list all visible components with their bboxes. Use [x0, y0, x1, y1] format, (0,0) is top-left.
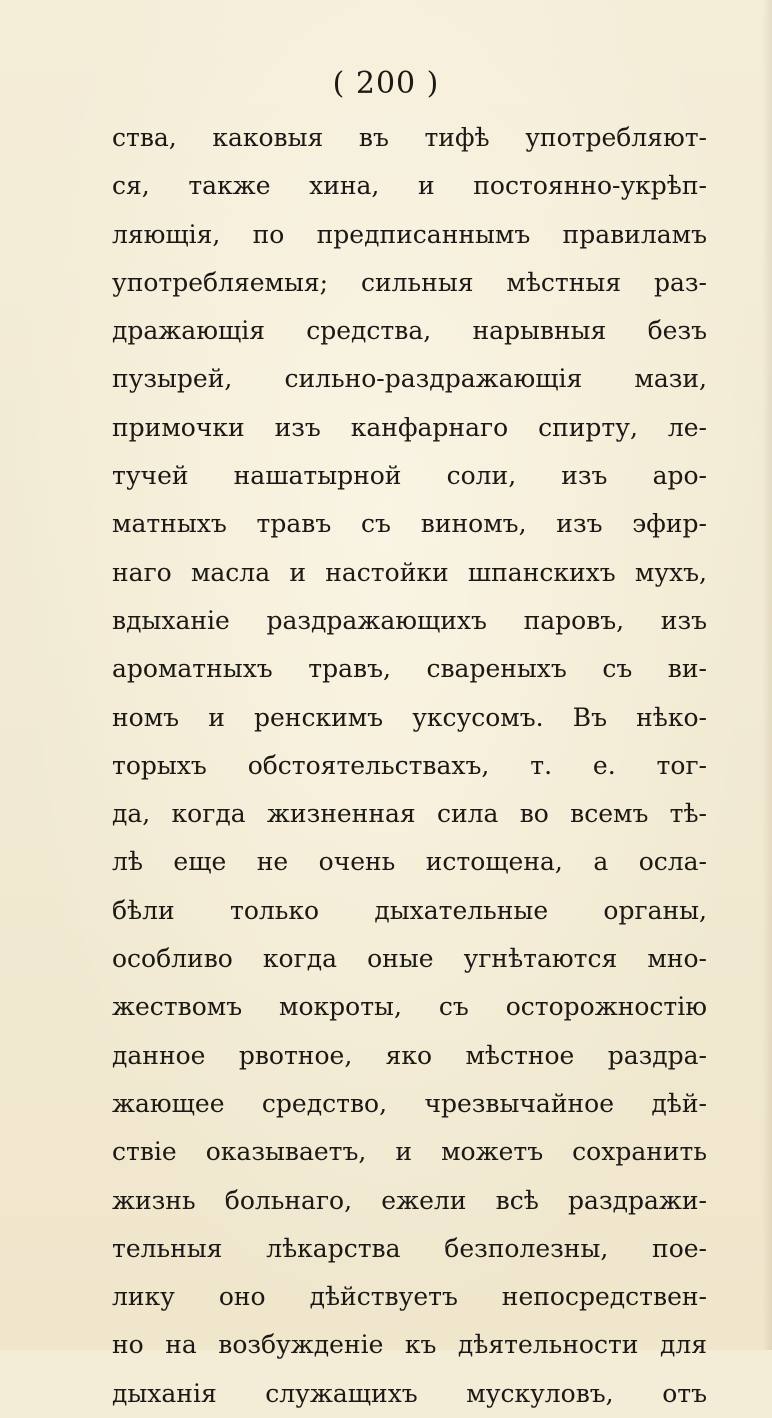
text-line: пузырей, сильно-раздражающія мази,	[112, 364, 707, 394]
text-line: лѣ еще не очень истощена, а осла-	[112, 847, 707, 877]
text-line: ся, также хина, и постоянно-укрѣп-	[112, 171, 707, 201]
text-line: употребляемыя; сильныя мѣстныя раз-	[112, 267, 707, 297]
text-line: тучей нашатырной соли, изъ аро-	[112, 461, 707, 491]
text-line: дражающія средства, нарывныя безъ	[112, 316, 707, 346]
text-line: жающее средство, чрезвычайное дѣй-	[112, 1088, 707, 1118]
text-line: но на возбужденіе къ дѣятельности для	[112, 1330, 707, 1360]
text-line: жизнь больнаго, ежели всѣ раздражи-	[112, 1185, 707, 1215]
text-line: ства, каковыя въ тифѣ употребляют-	[112, 123, 707, 152]
page-number: ( 200 )	[332, 66, 440, 101]
text-line: матныхъ травъ съ виномъ, изъ эфир-	[112, 509, 707, 539]
text-line: ароматныхъ травъ, свареныхъ съ ви-	[112, 654, 707, 684]
page-edge-shadow	[762, 0, 772, 1350]
text-line: жествомъ мокроты, съ осторожностію	[112, 992, 707, 1022]
text-line: дыханія служащихъ мускуловъ, отъ	[112, 1378, 707, 1408]
text-line: наго масла и настойки шпанскихъ мухъ,	[112, 557, 707, 587]
text-line: да, когда жизненная сила во всемъ тѣ-	[112, 799, 707, 829]
text-line: особливо когда оные угнѣтаются мно-	[112, 944, 707, 974]
text-line: бѣли только дыхательные органы,	[112, 895, 707, 925]
text-line: лику оно дѣйствуетъ непосредствен-	[112, 1282, 707, 1312]
body-text	[112, 114, 707, 1418]
text-line: примочки изъ канфарнаго спирту, ле-	[112, 412, 707, 442]
text-line: торыхъ обстоятельствахъ, т. е. тог-	[112, 750, 707, 780]
text-line: вдыханіе раздражающихъ паровъ, изъ	[112, 605, 707, 635]
text-line: ляющія, по предписаннымъ правиламъ	[112, 219, 707, 249]
text-line: тельныя лѣкарства безполезны, пое-	[112, 1233, 707, 1263]
text-line: ствіе оказываетъ, и можетъ сохранить	[112, 1137, 707, 1167]
text-line: номъ и ренскимъ уксусомъ. Въ нѣко-	[112, 702, 707, 732]
text-line: данное рвотное, яко мѣстное раздра-	[112, 1040, 707, 1070]
